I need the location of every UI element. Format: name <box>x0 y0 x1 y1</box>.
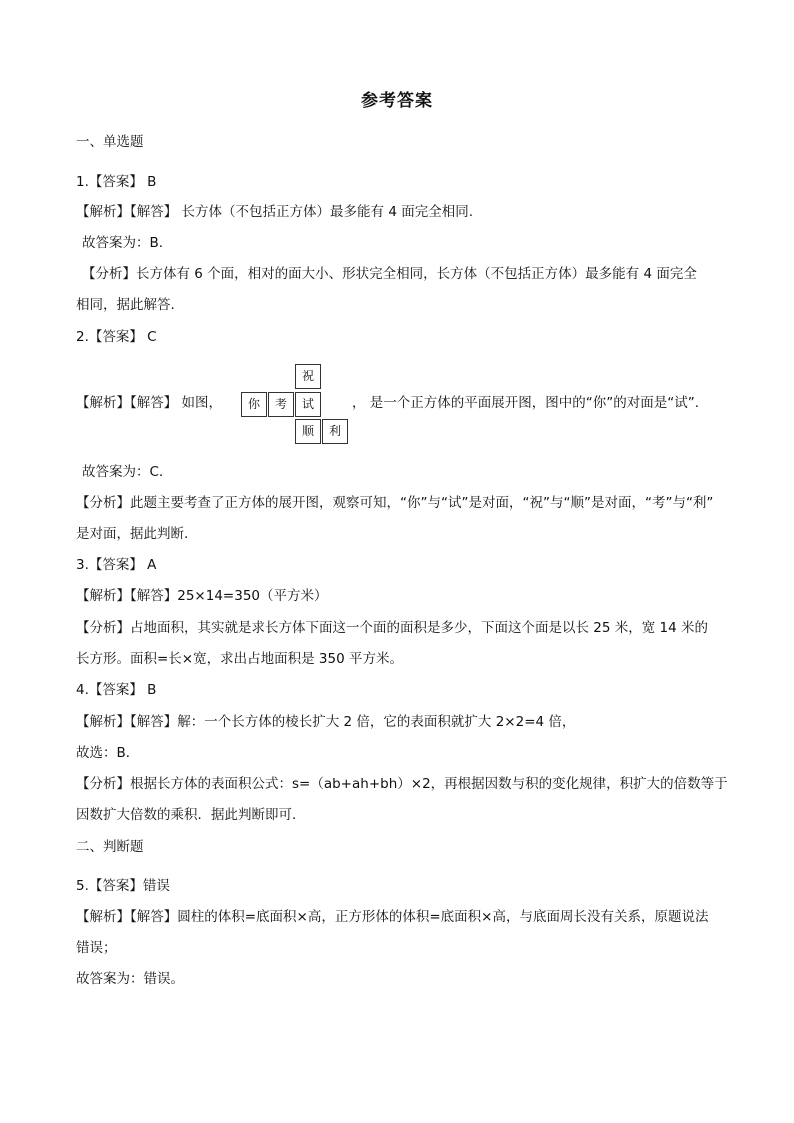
q1-note-line1: 【分析】长方体有 6 个面，相对的面大小、形状完全相同，长方体（不包括正方体）最多能有 4 面完全 <box>82 266 697 282</box>
q2-note-line2: 是对面，据此判断. <box>76 526 189 542</box>
q4-result: 故选：B． <box>76 745 140 761</box>
q3-note-line2: 长方形。面积=长×宽，求出占地面积是 350 平方米。 <box>76 651 403 667</box>
q5-analysis-line1: 【解析】【解答】圆柱的体积=底面积×高，正方形体的体积=底面积×高，与底面周长没有关系，原题说法 <box>76 909 709 925</box>
net-cell-row-2: 考 <box>268 392 294 417</box>
q1-result: 故答案为：B. <box>82 235 164 251</box>
net-cell-bottom-2: 利 <box>322 419 348 444</box>
q3-analysis: 【解析】【解答】25×14=350（平方米） <box>76 588 328 604</box>
q5-result: 故答案为：错误。 <box>76 971 184 987</box>
net-cell-bottom-1: 顺 <box>295 419 321 444</box>
q2-analysis-suffix: ， 是一个正方体的平面展开图，图中的“你”的对面是“试”. <box>352 395 700 411</box>
q5-analysis-line2: 错误； <box>76 940 117 956</box>
q3-answer: 3.【答案】 A <box>76 557 157 573</box>
q4-answer: 4.【答案】 B <box>76 682 157 698</box>
section-heading-single-choice: 一、单选题 <box>76 134 144 150</box>
section-heading-true-false: 二、判断题 <box>76 839 144 855</box>
q4-note-line2: 因数扩大倍数的乘积．据此判断即可． <box>76 807 306 823</box>
q5-answer: 5.【答案】错误 <box>76 878 170 894</box>
net-cell-row-1: 你 <box>241 392 267 417</box>
q1-answer: 1.【答案】 B <box>76 174 157 190</box>
q2-result: 故答案为：C. <box>82 464 164 480</box>
q1-note-line2: 相同，据此解答. <box>76 297 175 313</box>
page-title: 参考答案 <box>361 91 433 111</box>
q4-analysis: 【解析】【解答】解：一个长方体的棱长扩大 2 倍，它的表面积就扩大 2×2=4 倍， <box>76 714 576 730</box>
cube-net-diagram <box>240 364 350 444</box>
q1-analysis: 【解析】【解答】 长方体（不包括正方体）最多能有 4 面完全相同. <box>76 204 474 220</box>
net-cell-top: 祝 <box>295 364 321 389</box>
q2-note-line1: 【分析】此题主要考查了正方体的展开图，观察可知，“你”与“试”是对面，“祝”与“顺”是对面，“考”与“利” <box>76 495 714 511</box>
q2-analysis-prefix: 【解析】【解答】 如图， <box>76 395 223 411</box>
net-cell-row-3: 试 <box>295 392 321 417</box>
q4-note-line1: 【分析】根据长方体的表面积公式：s=（ab+ah+bh）×2，再根据因数与积的变化规律，积扩大的倍数等于 <box>76 776 728 792</box>
q2-answer: 2.【答案】 C <box>76 329 157 345</box>
q3-note-line1: 【分析】占地面积，其实就是求长方体下面这一个面的面积是多少，下面这个面是以长 25 米，宽 14 米的 <box>76 620 709 636</box>
